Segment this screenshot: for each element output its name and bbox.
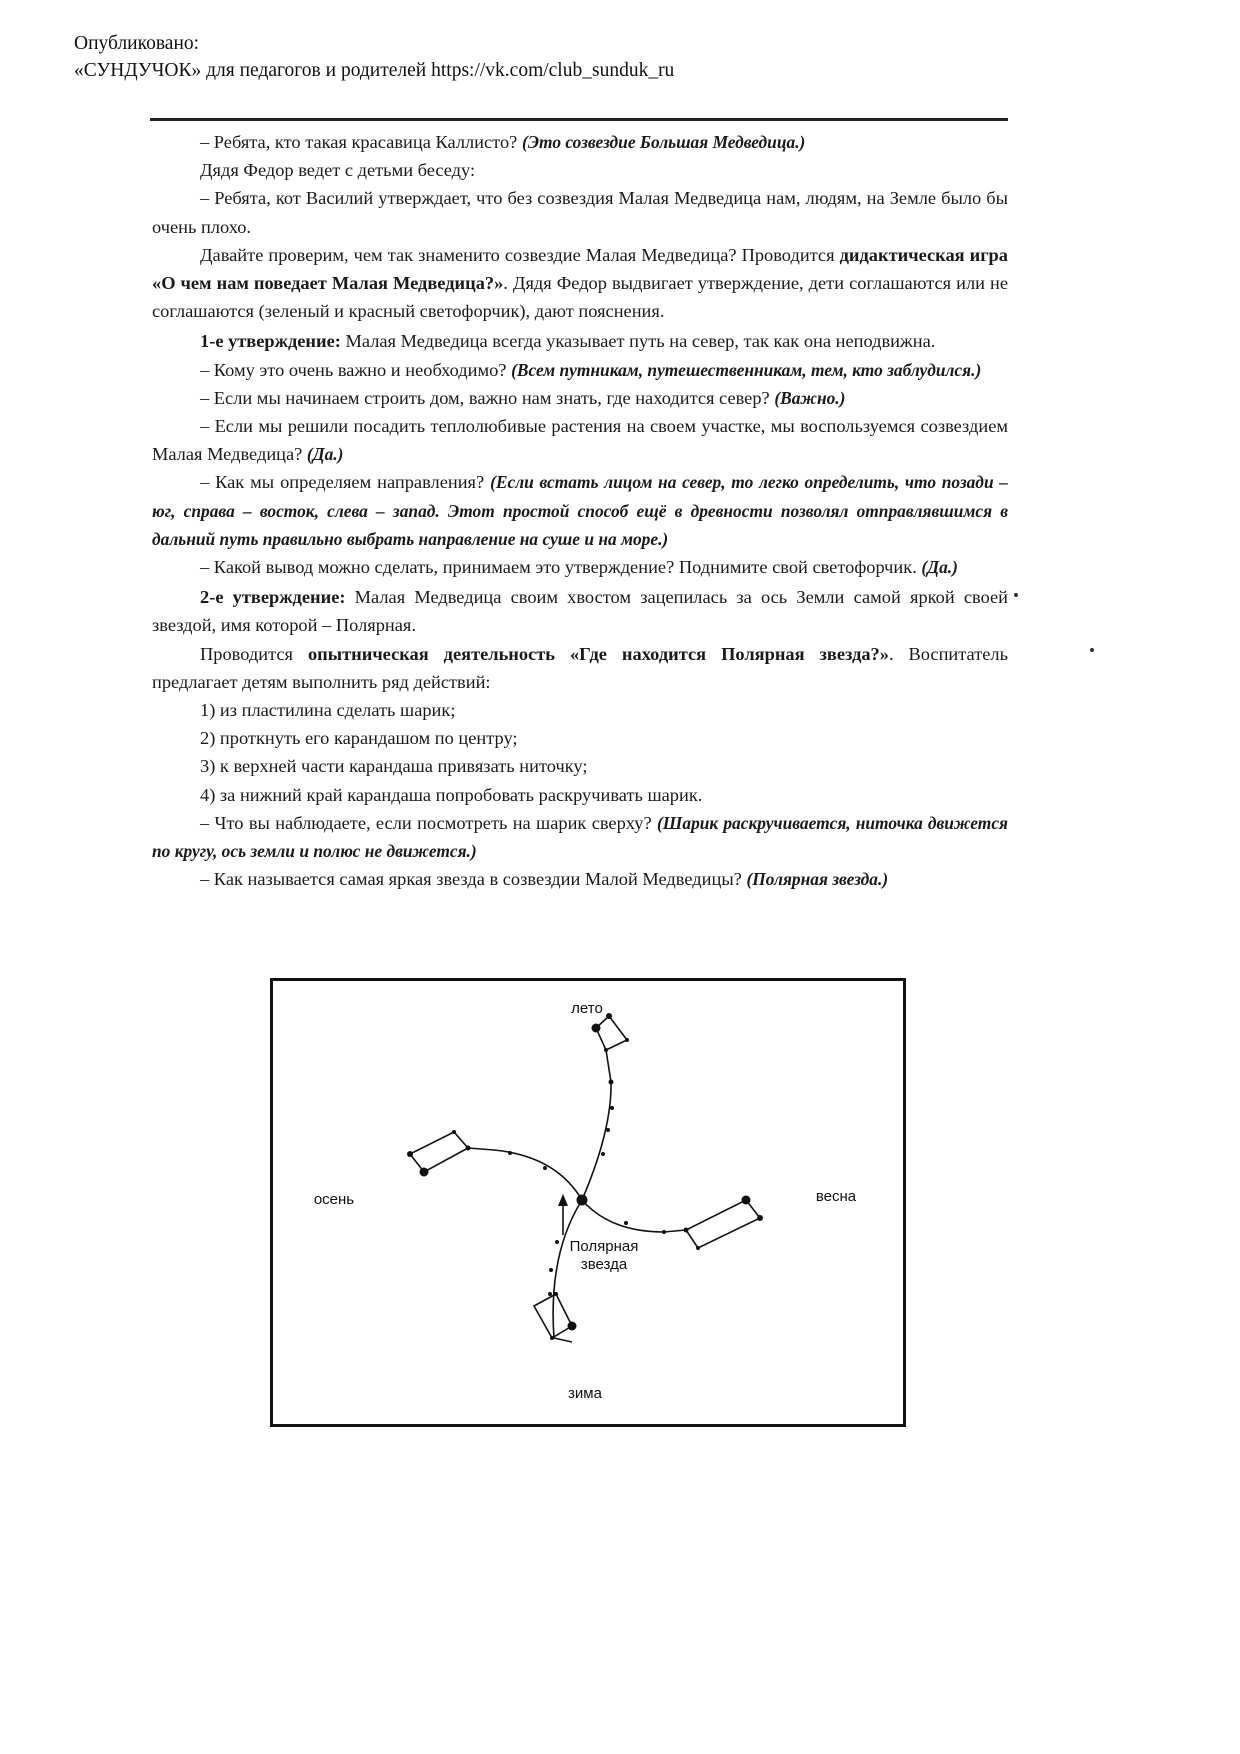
paragraph [152,781,1008,809]
answer-italic: (Да.) [921,557,958,578]
paragraph [152,752,1008,780]
star [466,1146,471,1151]
text-run: – Кому это очень важно и необходимо? [200,359,512,380]
text-run: – Ребята, кто такая красавица Каллисто? [200,132,522,152]
publication-header [74,30,674,84]
star [609,1080,614,1085]
star [452,1130,456,1134]
star [420,1168,429,1177]
answer-italic: (Важно.) [774,387,846,408]
text-run: 3) к верхней части карандаша привязать ниточку; [200,756,588,777]
star [696,1246,700,1250]
header-line-2: «СУНДУЧОК» для педагогов и родителей https://vk.com/club_sunduk_ru [74,60,675,81]
text-run: Малая Медведица своим хвостом зацепилась за ось Земли самой яркой своей звездой, имя которой – Полярная. [152,587,1008,636]
text-run: – Как называется самая яркая звезда в созвездии Малой Медведицы? [200,869,747,890]
star [407,1151,413,1157]
star [684,1228,689,1233]
star [624,1221,628,1225]
text-run: Давайте проверим, чем так знаменито созвездие Малая Медведица? Проводится [200,244,840,265]
text-run: 1) из пластилина сделать шарик; [200,700,456,721]
answer-italic: (Шарик раскручивается, ниточка движется по кругу, ось земли и полюс не движется.) [152,812,1008,862]
bold-run: опытническая деятельность «Где находится Полярная звезда?» [307,643,889,664]
paragraph [152,468,1008,553]
answer-italic: (Это созвездие Большая Медведица.) [521,132,806,152]
paragraph [152,583,1008,639]
star [610,1106,614,1110]
label-spring: весна [815,1188,857,1205]
star [742,1196,751,1205]
text-run: – Какой вывод можно сделать, принимаем это утверждение? Поднимите свой светофорчик. [200,557,922,578]
text-run: – Если мы решили посадить теплолюбивые растения на своем участке, мы воспользуемся созвездием Малая Медведица? [152,416,1008,465]
star [757,1215,763,1221]
text-run: Проводится [200,643,308,664]
paragraph [152,865,1008,893]
text-run: – Что вы наблюдаете, если посмотреть на шарик сверху? [200,812,657,833]
top-rule [150,118,1008,121]
scan-speck [1014,593,1018,597]
text-run: . Дядя Федор выдвигает утверждение, дети соглашаются или не соглашаются (зеленый и красный светофорчик), дают пояснения. [152,273,1008,322]
bold-run: 1-е утверждение: [200,331,341,352]
constellation-figure [270,978,906,1428]
constellation-diagram [270,978,906,1428]
star [568,1322,577,1331]
star [554,1292,558,1296]
polaris-star [577,1195,588,1206]
answer-italic: (Полярная звезда.) [746,869,889,890]
paragraph [152,156,1008,184]
paragraph [152,640,1008,696]
answer-italic: (Да.) [306,444,344,465]
body-text [152,128,1008,893]
paragraph [152,241,1008,326]
star [543,1166,547,1170]
paragraph [152,327,1008,355]
paragraph [152,809,1008,865]
label-polaris-2: звезда [580,1256,628,1273]
text-run: – Как мы определяем направления? [200,472,491,493]
star [662,1230,666,1234]
text-run: – Если мы начинаем строить дом, важно нам знать, где находится север? [200,387,775,408]
star [606,1013,612,1019]
star [606,1128,610,1132]
star [592,1024,601,1033]
star [548,1292,552,1296]
paragraph [152,696,1008,724]
text-run: Дядя Федор ведет с детьми беседу: [200,160,476,181]
star [549,1268,553,1272]
star [625,1038,629,1042]
text-run: – Ребята, кот Василий утверждает, что без созвездия Малая Медведица нам, людям, на Земле было бы очень плохо. [152,188,1008,237]
star [508,1151,512,1155]
star [550,1336,554,1340]
header-line-1: Опубликовано: [74,33,200,54]
figure-frame [272,980,905,1426]
text-run: . Воспитатель предлагает детям выполнить ряд действий: [152,643,1008,692]
label-polaris-1: Полярная [569,1238,639,1255]
star [604,1048,608,1052]
answer-italic: (Если встать лицом на север, то легко определить, что позади – юг, справа – восток, слева – запад. Этот простой способ ещё в древности позволял отправлявшимся в дальний путь правильно выбрать направление на суше и на море.) [152,472,1008,549]
paragraph [152,724,1008,752]
paragraph [152,553,1008,581]
answer-italic: (Всем путникам, путешественникам, тем, кто заблудился.) [511,359,982,380]
paragraph [152,412,1008,468]
bold-run: 2-е утверждение: [200,587,346,608]
paragraph [152,384,1008,412]
star [601,1152,605,1156]
label-winter: зима [568,1385,602,1402]
paragraph [152,128,1008,156]
star [555,1240,559,1244]
label-summer: лето [571,1000,603,1017]
bold-run: дидактическая игра «О чем нам поведает Малая Медведица?» [152,244,1008,294]
text-run: Малая Медведица всегда указывает путь на север, так как она неподвижна. [340,331,936,352]
scan-speck [1090,648,1094,652]
text-run: 4) за нижний край карандаша попробовать раскручивать шарик. [200,784,703,805]
label-autumn: осень [313,1191,355,1208]
paragraph [152,184,1008,240]
paragraph [152,356,1008,384]
text-run: 2) проткнуть его карандашом по центру; [200,728,518,749]
